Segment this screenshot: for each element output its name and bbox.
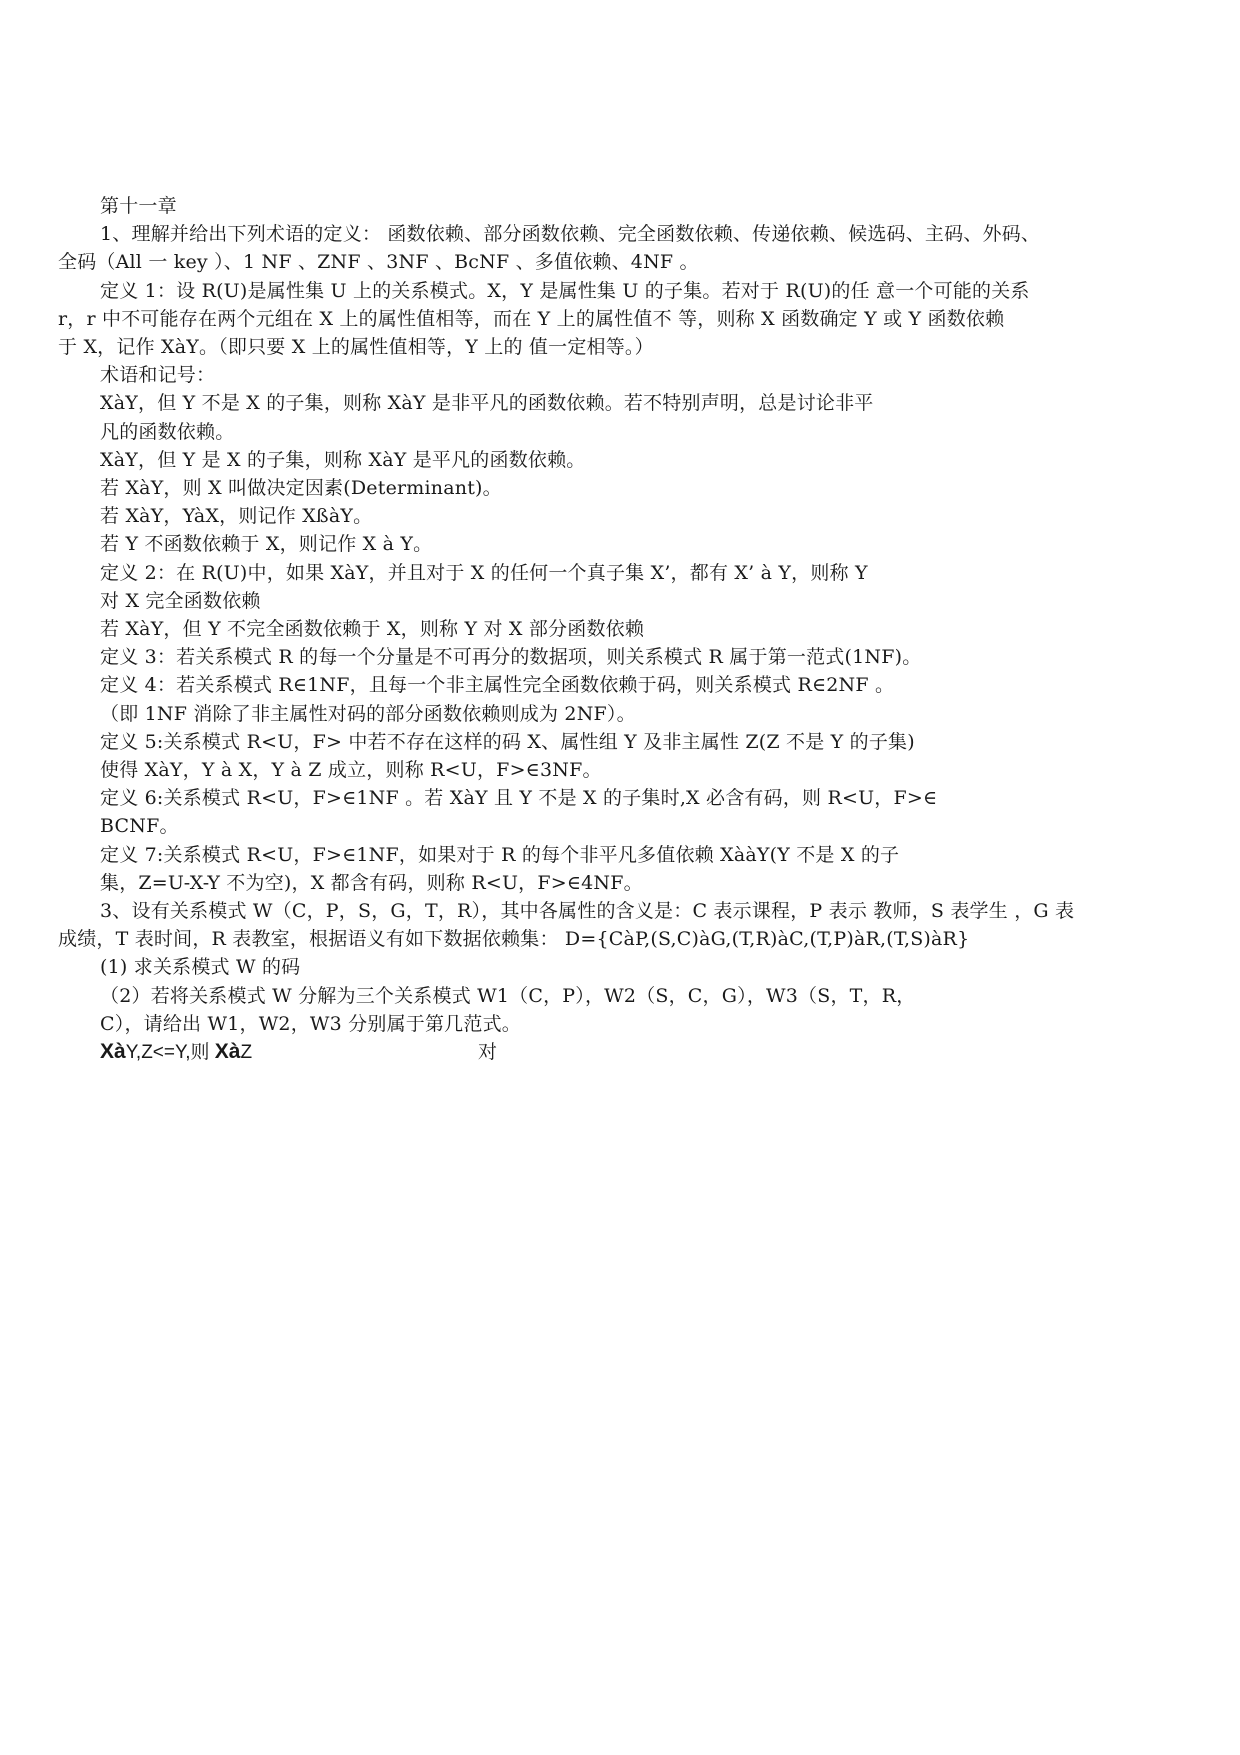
final-statement	[58, 1038, 1178, 1067]
partial-dependency: 若 XàY，但 Y 不完全函数依赖于 X，则称 Y 对 X 部分函数依赖	[100, 618, 645, 641]
definition-3: 定义 3：若关系模式 R 的每一个分量是不可再分的数据项，则关系模式 R 属于第一范式(1NF)。	[100, 646, 922, 669]
final-statement-bold-2: Xà	[214, 1040, 241, 1064]
term-4: 若 XàY，YàX，则记作 XßàY。	[100, 505, 373, 528]
terms-heading: 术语和记号：	[100, 364, 216, 387]
definition-5-line-2: 使得 XàY，Y à X，Y à Z 成立，则称 R<U，F>∈3NF。	[100, 759, 602, 782]
definition-4: 定义 4：若关系模式 R∈1NF，且每一个非主属性完全函数依赖于码，则关系模式 R∈2NF 。	[100, 674, 895, 697]
question-3-line-2: 成绩，T 表时间，R 表教室，根据语义有如下数据依赖集： D={CàP,(S,C)àG,(T,R)àC,(T,P)àR,(T,S)àR}	[58, 928, 970, 951]
question-3-sub-1: (1) 求关系模式 W 的码	[100, 956, 301, 979]
definition-7-line-1: 定义 7:关系模式 R<U，F>∈1NF，如果对于 R 的每个非平凡多值依赖 XààY(Y 不是 X 的子	[100, 843, 900, 866]
term-3: 若 XàY，则 X 叫做决定因素(Determinant)。	[100, 477, 502, 500]
definition-5-line-1: 定义 5:关系模式 R<U，F> 中若不存在这样的码 X、属性组 Y 及非主属性 Z(Z 不是 Y 的子集)	[100, 730, 915, 753]
definition-1-line-1: 定义 1：设 R(U)是属性集 U 上的关系模式。X，Y 是属性集 U 的子集。若对于 R(U)的任 意一个可能的关系	[100, 279, 1030, 302]
term-2: XàY，但 Y 是 X 的子集，则称 XàY 是平凡的函数依赖。	[100, 448, 586, 471]
question-3-sub-2-line-2: C），请给出 W1，W2，W3 分别属于第几范式。	[100, 1012, 521, 1035]
term-5: 若 Y 不函数依赖于 X，则记作 X à Y。	[100, 533, 433, 556]
question-3-sub-2-line-1: （2）若将关系模式 W 分解为三个关系模式 W1（C，P），W2（S，C，G），W3（S，T，R，	[100, 984, 916, 1007]
definition-6-line-2: BCNF。	[100, 815, 179, 838]
question-3-line-1: 3、设有关系模式 W（C，P，S，G，T，R），其中各属性的含义是：C 表示课程，P 表示 教师，S 表学生 ，G 表	[100, 900, 1075, 923]
definition-1-line-2: r，r 中不可能存在两个元组在 X 上的属性值相等，而在 Y 上的属性值不 等，则称 X 函数确定 Y 或 Y 函数依赖	[58, 307, 1005, 330]
definition-2-line-1: 定义 2：在 R(U)中，如果 XàY，并且对于 X 的任何一个真子集 X’，都有 X’ à Y，则称 Y	[100, 561, 868, 584]
question-1-line-2: 全码（All 一 key ）、1 NF 、ZNF 、3NF 、BcNF 、多值依赖、4NF 。	[58, 251, 699, 274]
definition-1-line-3: 于 X，记作 XàY。（即只要 X 上的属性值相等，Y 上的 值一定相等。）	[58, 336, 654, 359]
term-1-line-2: 凡的函数依赖。	[100, 420, 235, 443]
chapter-title: 第十一章	[100, 195, 177, 217]
definition-4-note: （即 1NF 消除了非主属性对码的部分函数依赖则成为 2NF）。	[100, 702, 636, 725]
definition-2-line-2: 对 X 完全函数依赖	[100, 589, 261, 612]
final-answer: 对	[478, 1041, 498, 1064]
definition-6-line-1: 定义 6:关系模式 R<U，F>∈1NF 。若 XàY 且 Y 不是 X 的子集时,X 必含有码，则 R<U，F>∈	[100, 787, 938, 810]
final-statement-text-2: Z	[240, 1042, 253, 1064]
definition-7-line-2: 集，Z=U-X-Y 不为空)，X 都含有码，则称 R<U，F>∈4NF。	[100, 871, 643, 894]
final-statement-text-1: Y,Z<=Y,则	[125, 1042, 215, 1064]
final-statement-bold-1: Xà	[100, 1040, 126, 1064]
question-1-line-1: 1、理解并给出下列术语的定义： 函数依赖、部分函数依赖、完全函数依赖、传递依赖、候选码、主码、外码、	[100, 223, 1041, 246]
term-1-line-1: XàY，但 Y 不是 X 的子集，则称 XàY 是非平凡的函数依赖。若不特别声明，总是讨论非平	[100, 392, 874, 415]
document-page	[58, 192, 1178, 1067]
